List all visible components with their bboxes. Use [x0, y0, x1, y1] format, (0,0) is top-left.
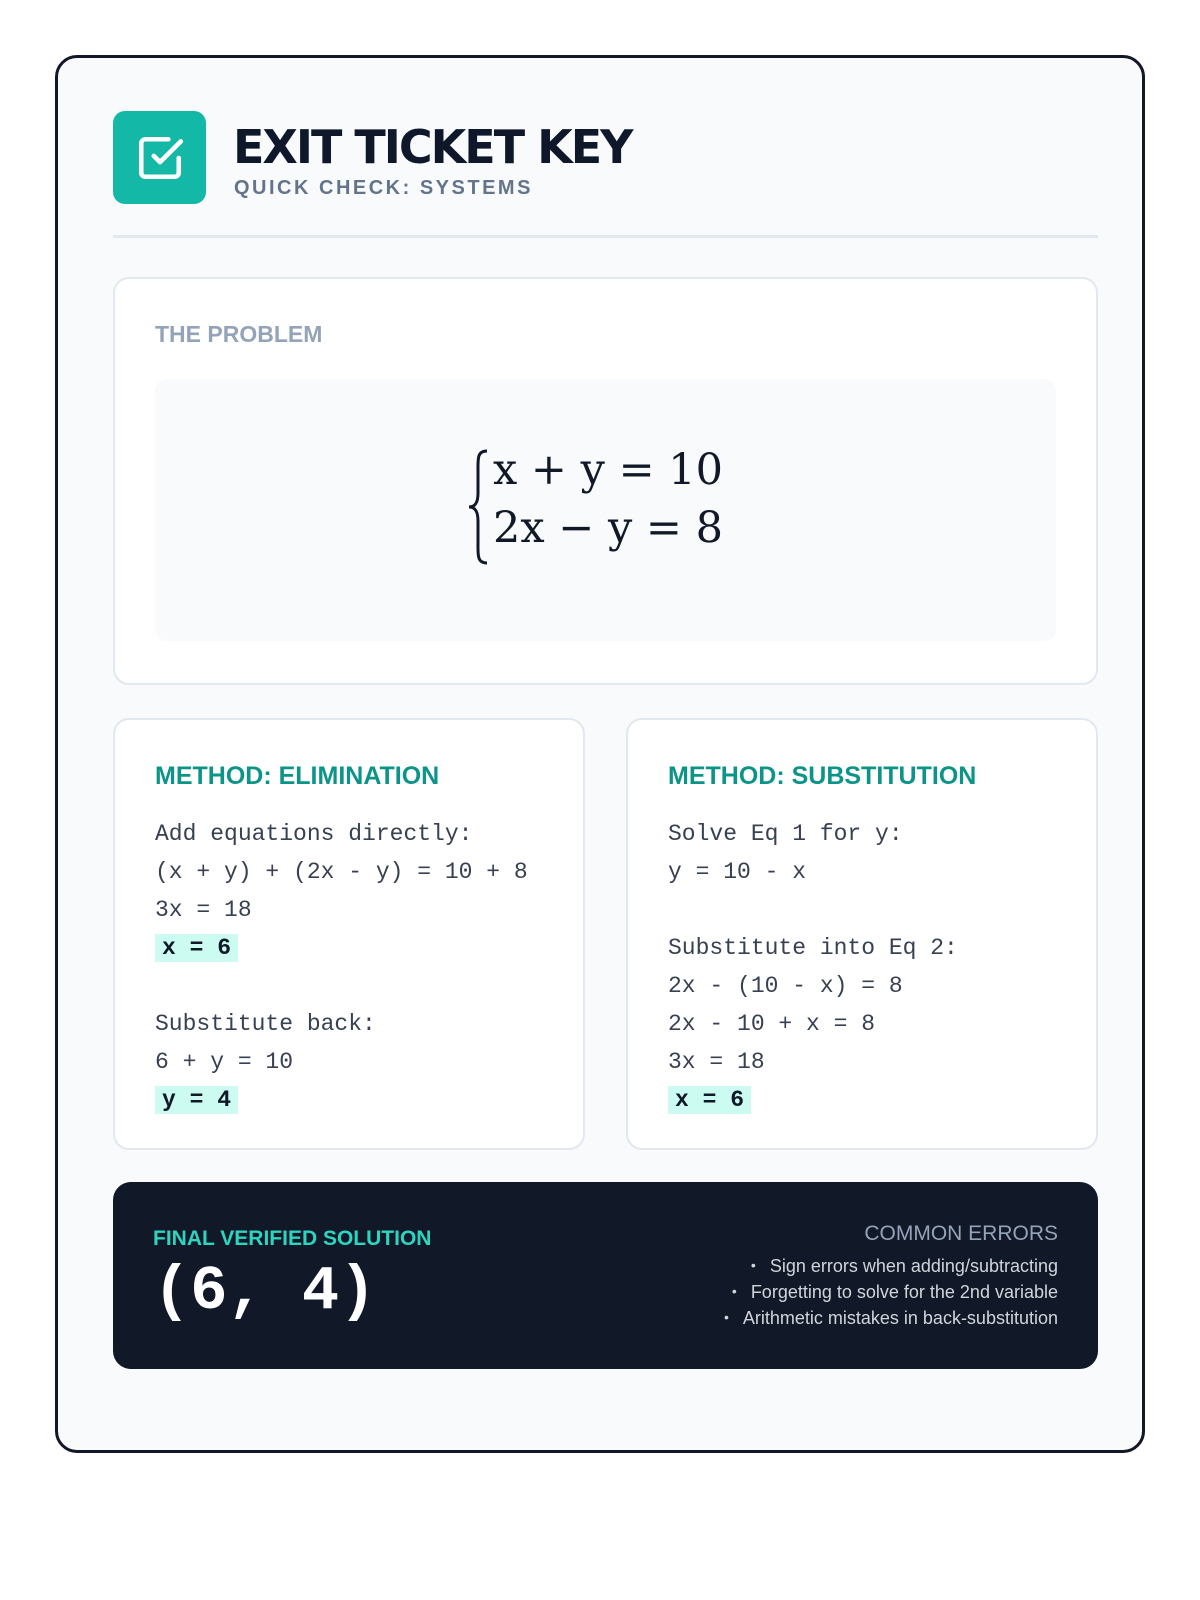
step-line: Add equations directly: — [155, 821, 473, 847]
step-line: 3x = 18 — [155, 897, 252, 923]
step-line: 3x = 18 — [668, 1049, 765, 1075]
highlighted-result: x = 6 — [668, 1086, 751, 1114]
final-solution-panel — [113, 1182, 1098, 1369]
final-label: FINAL VERIFIED SOLUTION — [153, 1227, 432, 1250]
equation-box — [155, 379, 1056, 641]
step-line — [155, 929, 528, 967]
substitution-panel — [626, 718, 1098, 1150]
step-line — [155, 1081, 528, 1119]
header-divider — [113, 235, 1098, 238]
substitution-steps — [668, 815, 958, 1119]
step-line: 2x - (10 - x) = 8 — [668, 973, 903, 999]
step-spacer — [155, 967, 528, 1005]
bullet-icon: • — [750, 1257, 756, 1273]
elimination-title: METHOD: ELIMINATION — [155, 762, 440, 790]
list-item: • Arithmetic mistakes in back-substitution — [723, 1308, 1058, 1328]
problem-panel — [113, 277, 1098, 685]
exit-ticket-card — [55, 55, 1145, 1453]
step-line: y = 10 - x — [668, 859, 807, 885]
step-line: 2x - 10 + x = 8 — [668, 1011, 876, 1037]
list-item: • Forgetting to solve for the 2nd variable — [731, 1282, 1058, 1302]
left-brace-icon — [467, 449, 489, 565]
step-line: Solve Eq 1 for y: — [668, 821, 903, 847]
common-errors-list — [724, 1254, 1058, 1332]
step-line — [668, 1081, 958, 1119]
step-spacer — [668, 891, 958, 929]
highlighted-result: y = 4 — [155, 1086, 238, 1114]
common-errors — [724, 1222, 1058, 1332]
elimination-panel — [113, 718, 585, 1150]
checkbox-check-icon — [113, 111, 206, 204]
page-title: EXIT TICKET KEY — [233, 120, 632, 174]
bullet-icon: • — [723, 1309, 729, 1325]
step-line: Substitute back: — [155, 1011, 376, 1037]
step-line: (x + y) + (2x - y) = 10 + 8 — [155, 859, 528, 885]
substitution-title: METHOD: SUBSTITUTION — [668, 762, 977, 790]
step-line: Substitute into Eq 2: — [668, 935, 958, 961]
bullet-icon: • — [731, 1283, 737, 1299]
elimination-steps — [155, 815, 528, 1119]
problem-label: THE PROBLEM — [155, 321, 323, 347]
equation-2: 2x − y = 8 — [493, 503, 723, 553]
highlighted-result: x = 6 — [155, 934, 238, 962]
list-item: • Sign errors when adding/subtracting — [750, 1256, 1058, 1276]
step-line: 6 + y = 10 — [155, 1049, 294, 1075]
final-value: (6, 4) — [153, 1256, 377, 1327]
common-errors-title: COMMON ERRORS — [864, 1222, 1058, 1245]
page-subtitle: QUICK CHECK: SYSTEMS — [234, 177, 533, 199]
equation-1: x + y = 10 — [493, 445, 723, 495]
header — [113, 111, 1098, 231]
